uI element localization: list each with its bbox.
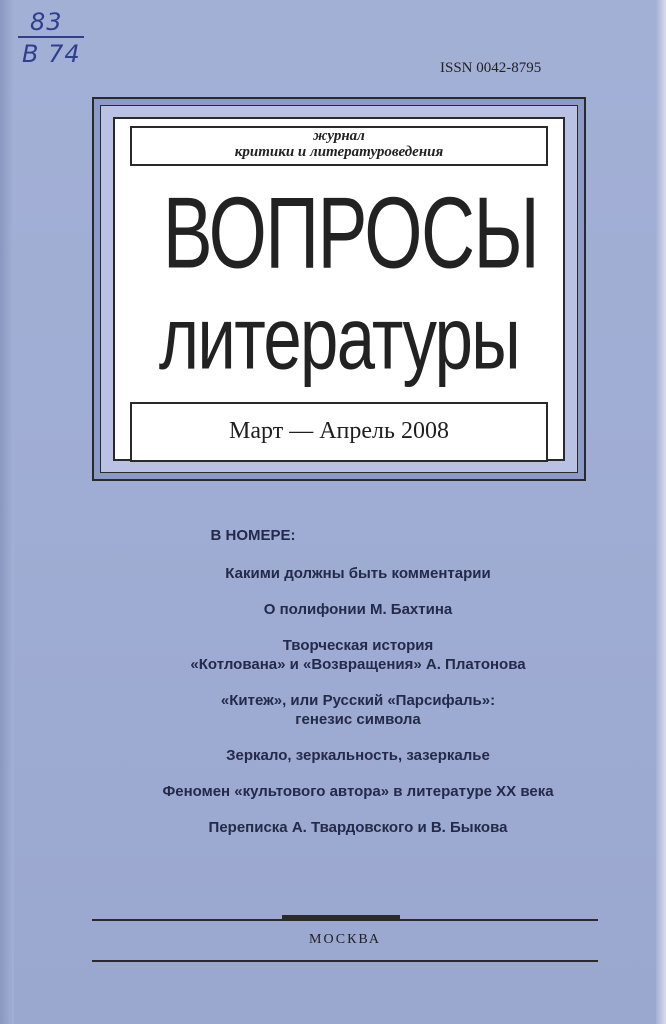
subtitle-journal: журнал xyxy=(313,128,365,144)
contents-item-line: «Котлована» и «Возвращения» А. Платонова xyxy=(190,656,526,673)
contents-item-line: «Китеж», или Русский «Парсифаль»: xyxy=(220,692,496,709)
contents-item-line: Феномен «культового автора» в литературе XX века xyxy=(162,783,554,800)
contents-item xyxy=(60,636,656,674)
contents-list xyxy=(60,527,656,854)
subtitle-box xyxy=(130,126,548,166)
handwritten-shelf-number: 83 xyxy=(30,8,63,36)
footer-rule-bottom xyxy=(92,960,598,962)
contents-item-line: Какими должны быть комментарии xyxy=(225,565,491,582)
contents-item-line: генезис символа xyxy=(295,711,421,728)
issn-number: ISSN 0042-8795 xyxy=(440,60,542,76)
subtitle-description: критики и литературоведения xyxy=(234,144,444,160)
contents-item-line: Зеркало, зеркальность, зазеркалье xyxy=(226,747,490,764)
contents-item-line: Переписка А. Твардовского и В. Быкова xyxy=(208,819,508,836)
journal-title-line2: литературы xyxy=(158,288,520,388)
contents-item xyxy=(60,564,656,583)
footer-rule-top xyxy=(92,919,598,921)
contents-item-line: О полифонии М. Бахтина xyxy=(263,601,453,618)
page-edge xyxy=(656,0,666,1024)
contents-item xyxy=(60,746,656,765)
issue-date: Март — Апрель 2008 xyxy=(130,402,548,462)
contents-heading: В НОМЕРЕ: xyxy=(210,527,296,544)
spine-shadow xyxy=(0,0,14,1024)
handwritten-underline xyxy=(18,36,84,38)
contents-item xyxy=(60,691,656,729)
contents-item-line: Творческая история xyxy=(282,637,434,654)
journal-title-line1: ВОПРОСЫ xyxy=(162,177,539,290)
contents-item xyxy=(60,782,656,801)
contents-item xyxy=(60,818,656,837)
handwritten-shelf-code: В 74 xyxy=(22,40,81,68)
publication-city: МОСКВА xyxy=(309,932,381,947)
contents-item xyxy=(60,600,656,619)
